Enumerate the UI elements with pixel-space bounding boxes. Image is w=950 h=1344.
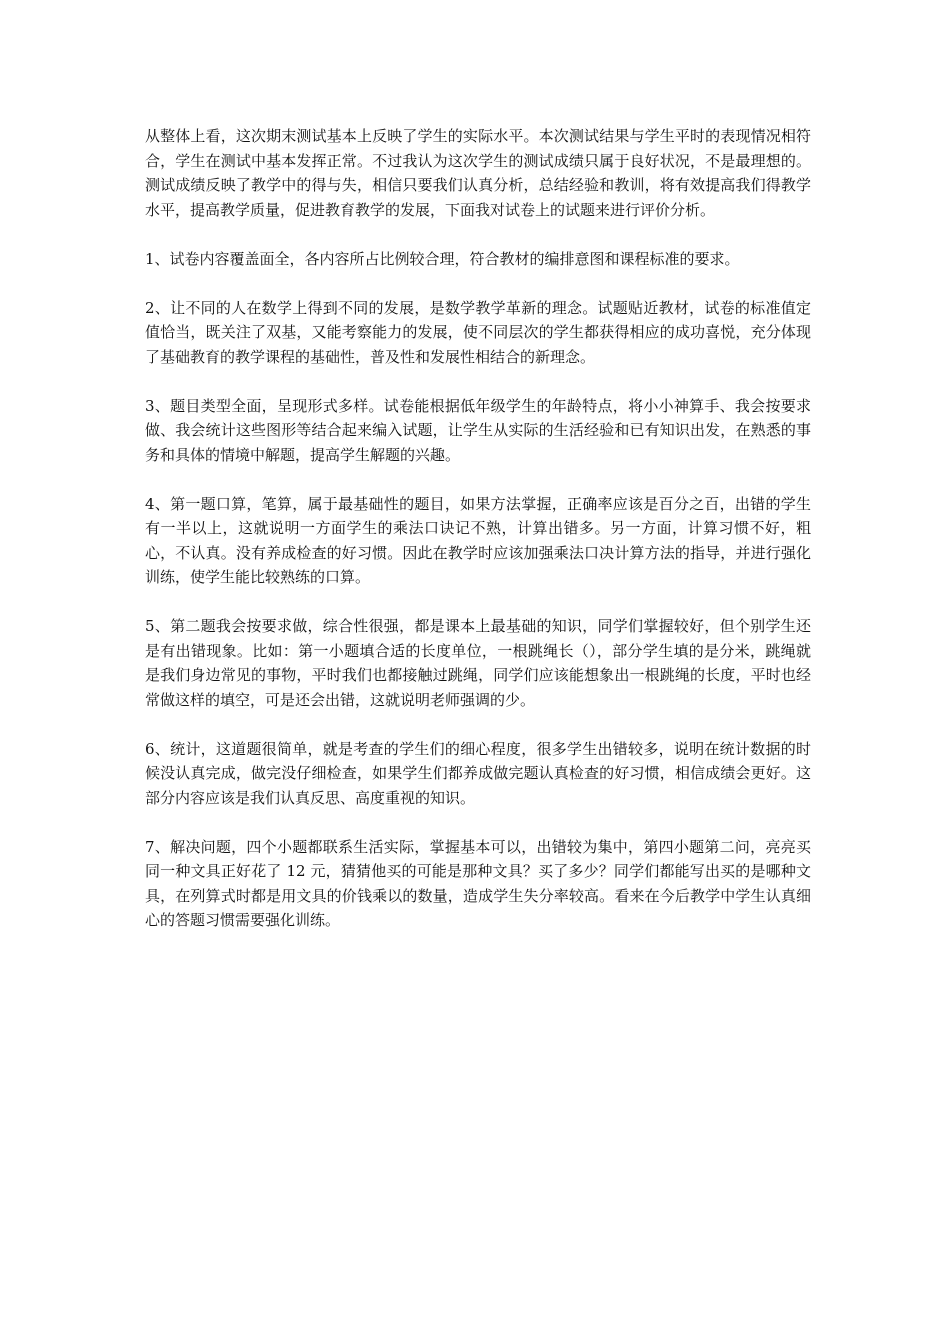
paragraph-point-3: 3、题目类型全面，呈现形式多样。试卷能根据低年级学生的年龄特点，将小小神算手、我会按要求做、我会统计这些图形等结合起来编入试题，让学生从实际的生活经验和已有知识出发，在熟悉的事务和具体的情境中解题，提高学生解题的兴趣。 <box>145 396 811 464</box>
paragraph-point-4: 4、第一题口算，笔算，属于最基础性的题目，如果方法掌握，正确率应该是百分之百，出错的学生有一半以上，这就说明一方面学生的乘法口诀记不熟，计算出错多。另一方面，计算习惯不好，粗心，不认真。没有养成检查的好习惯。因此在教学时应该加强乘法口决计算方法的指导，并进行强化训练，使学生能比较熟练的口算。 <box>145 494 811 586</box>
paragraph-point-5: 5、第二题我会按要求做，综合性很强，都是课本上最基础的知识，同学们掌握较好，但个别学生还是有出错现象。比如：第一小题填合适的长度单位，一根跳绳长（），部分学生填的是分米，跳绳就是我们身边常见的事物，平时我们也都接触过跳绳，同学们应该能想象出一根跳绳的长度，平时也经常做这样的填空，可是还会出错，这就说明老师强调的少。 <box>145 617 811 709</box>
paragraph-point-1: 1、试卷内容覆盖面全，各内容所占比例较合理，符合教材的编排意图和课程标准的要求。 <box>145 249 740 268</box>
paragraph-intro: 从整体上看，这次期末测试基本上反映了学生的实际水平。本次测试结果与学生平时的表现情况相符合，学生在测试中基本发挥正常。不过我认为这次学生的测试成绩只属于良好状况，不是最理想的。测试成绩反映了教学中的得与失，相信只要我们认真分析，总结经验和教训，将有效提高我们得教学水平，提高教学质量，促进教育教学的发展，下面我对试卷上的试题来进行评价分析。 <box>145 127 811 219</box>
document-body <box>145 124 811 957</box>
paragraph-point-2: 2、让不同的人在数学上得到不同的发展，是数学教学革新的理念。试题贴近教材，试卷的标准值定值恰当，既关注了双基，又能考察能力的发展，使不同层次的学生都获得相应的成功喜悦，充分体现了基础教育的教学课程的基础性，普及性和发展性相结合的新理念。 <box>145 298 811 366</box>
paragraph-point-6: 6、统计，这道题很简单，就是考查的学生们的细心程度，很多学生出错较多，说明在统计数据的时候没认真完成，做完没仔细检查，如果学生们都养成做完题认真检查的好习惯，相信成绩会更好。这部分内容应该是我们认真反思、高度重视的知识。 <box>145 739 811 807</box>
paragraph-point-7: 7、解决问题，四个小题都联系生活实际，掌握基本可以，出错较为集中，第四小题第二问，亮亮买同一种文具正好花了 12 元，猜猜他买的可能是那种文具？买了多少？同学们都能写出买的是哪种文具，在列算式时都是用文具的价钱乘以的数量，造成学生失分率较高。看来在今后教学中学生认真细心的答题习惯需要强化训练。 <box>145 837 811 929</box>
